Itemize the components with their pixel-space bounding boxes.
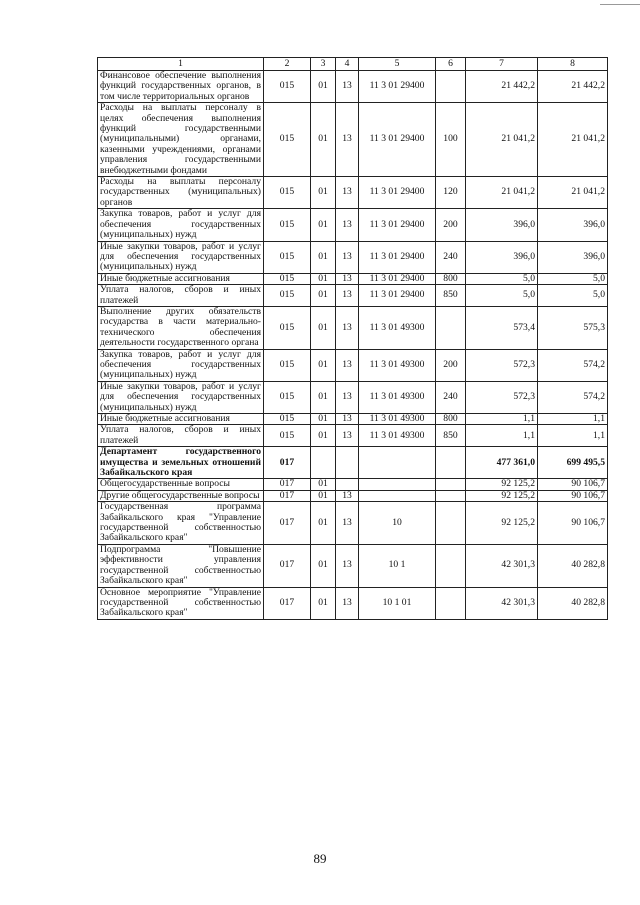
table-row (98, 177, 608, 209)
target-article-cell: 11 3 01 29400 (359, 177, 436, 209)
subsection-code-cell: 13 (336, 177, 359, 209)
section-code-cell: 01 (311, 381, 336, 413)
amount-year1-cell: 5,0 (466, 273, 538, 284)
amount-year1-cell: 92 125,2 (466, 502, 538, 545)
header-cell: 3 (311, 58, 336, 71)
section-code-cell: 01 (311, 479, 336, 490)
table-row (98, 544, 608, 587)
subsection-code-cell: 13 (336, 285, 359, 307)
ministry-code-cell: 017 (264, 587, 311, 619)
row-name-cell: Департамент государственного имущества и земельных отношений Забайкальского края (98, 447, 264, 479)
ministry-code-cell: 017 (264, 544, 311, 587)
subsection-code-cell: 13 (336, 71, 359, 103)
subsection-code-cell: 13 (336, 587, 359, 619)
amount-year1-cell: 92 125,2 (466, 479, 538, 490)
section-code-cell: 01 (311, 177, 336, 209)
target-article-cell (359, 479, 436, 490)
row-name-cell: Общегосударственные вопросы (98, 479, 264, 490)
target-article-cell: 11 3 01 29400 (359, 285, 436, 307)
expense-type-cell (436, 306, 466, 349)
amount-year2-cell: 575,3 (538, 306, 608, 349)
row-name-cell: Иные закупки товаров, работ и услуг для обеспечения государственных (муниципальных) нужд (98, 381, 264, 413)
row-name-cell: Уплата налогов, сборов и иных платежей (98, 285, 264, 307)
table-row (98, 241, 608, 273)
amount-year2-cell: 699 495,5 (538, 447, 608, 479)
target-article-cell: 11 3 01 29400 (359, 241, 436, 273)
section-code-cell: 01 (311, 544, 336, 587)
expense-type-cell: 240 (436, 241, 466, 273)
row-name-cell: Иные бюджетные ассигнования (98, 273, 264, 284)
row-name-cell: Уплата налогов, сборов и иных платежей (98, 425, 264, 447)
subsection-code-cell: 13 (336, 490, 359, 501)
amount-year2-cell: 21 041,2 (538, 103, 608, 177)
amount-year1-cell: 21 442,2 (466, 71, 538, 103)
header-cell: 1 (98, 58, 264, 71)
target-article-cell: 11 3 01 49300 (359, 425, 436, 447)
amount-year1-cell: 42 301,3 (466, 587, 538, 619)
header-cell: 8 (538, 58, 608, 71)
amount-year1-cell: 42 301,3 (466, 544, 538, 587)
table-row (98, 71, 608, 103)
ministry-code-cell: 015 (264, 381, 311, 413)
section-code-cell: 01 (311, 490, 336, 501)
header-cell: 6 (436, 58, 466, 71)
amount-year2-cell: 5,0 (538, 285, 608, 307)
section-code-cell: 01 (311, 414, 336, 425)
table-row (98, 285, 608, 307)
row-name-cell: Расходы на выплаты персоналу государственных (муниципальных) органов (98, 177, 264, 209)
target-article-cell: 10 1 (359, 544, 436, 587)
expense-type-cell (436, 479, 466, 490)
row-name-cell: Закупка товаров, работ и услуг для обеспечения государственных (муниципальных) нужд (98, 209, 264, 241)
expense-type-cell (436, 587, 466, 619)
amount-year2-cell: 21 041,2 (538, 177, 608, 209)
section-code-cell: 01 (311, 306, 336, 349)
amount-year1-cell: 477 361,0 (466, 447, 538, 479)
row-name-cell: Выполнение других обязательств государства в части материально-технического обеспечения деятельности государственного органа (98, 306, 264, 349)
amount-year1-cell: 5,0 (466, 285, 538, 307)
section-code-cell: 01 (311, 71, 336, 103)
amount-year1-cell: 21 041,2 (466, 177, 538, 209)
subsection-code-cell: 13 (336, 502, 359, 545)
target-article-cell: 10 (359, 502, 436, 545)
row-name-cell: Другие общегосударственные вопросы (98, 490, 264, 501)
table-row (98, 447, 608, 479)
row-name-cell: Основное мероприятие "Управление государственной собственностью Забайкальского края" (98, 587, 264, 619)
subsection-code-cell: 13 (336, 306, 359, 349)
ministry-code-cell: 015 (264, 414, 311, 425)
amount-year2-cell: 1,1 (538, 414, 608, 425)
target-article-cell: 11 3 01 49300 (359, 414, 436, 425)
section-code-cell (311, 447, 336, 479)
subsection-code-cell (336, 479, 359, 490)
amount-year2-cell: 21 442,2 (538, 71, 608, 103)
amount-year2-cell: 40 282,8 (538, 587, 608, 619)
expense-type-cell: 800 (436, 273, 466, 284)
expense-type-cell (436, 490, 466, 501)
amount-year1-cell: 92 125,2 (466, 490, 538, 501)
target-article-cell: 10 1 01 (359, 587, 436, 619)
table-row (98, 209, 608, 241)
amount-year2-cell: 90 106,7 (538, 490, 608, 501)
budget-table (97, 57, 608, 620)
section-code-cell: 01 (311, 349, 336, 381)
expense-type-cell: 850 (436, 285, 466, 307)
amount-year2-cell: 90 106,7 (538, 502, 608, 545)
expense-type-cell: 800 (436, 414, 466, 425)
amount-year2-cell: 574,2 (538, 349, 608, 381)
target-article-cell: 11 3 01 29400 (359, 273, 436, 284)
section-code-cell: 01 (311, 425, 336, 447)
table-row (98, 587, 608, 619)
table-row (98, 381, 608, 413)
amount-year1-cell: 572,3 (466, 381, 538, 413)
expense-type-cell: 240 (436, 381, 466, 413)
subsection-code-cell: 13 (336, 414, 359, 425)
expense-type-cell (436, 544, 466, 587)
table-row (98, 425, 608, 447)
amount-year2-cell: 90 106,7 (538, 479, 608, 490)
amount-year2-cell: 1,1 (538, 425, 608, 447)
section-code-cell: 01 (311, 273, 336, 284)
row-name-cell: Подпрограмма "Повышение эффективности управления государственной собственностью Забайкальского края" (98, 544, 264, 587)
ministry-code-cell: 015 (264, 103, 311, 177)
ministry-code-cell: 015 (264, 273, 311, 284)
header-cell: 5 (359, 58, 436, 71)
section-code-cell: 01 (311, 502, 336, 545)
ministry-code-cell: 015 (264, 285, 311, 307)
table-row (98, 349, 608, 381)
target-article-cell: 11 3 01 49300 (359, 306, 436, 349)
amount-year1-cell: 1,1 (466, 425, 538, 447)
amount-year2-cell: 396,0 (538, 209, 608, 241)
ministry-code-cell: 015 (264, 177, 311, 209)
row-name-cell: Иные закупки товаров, работ и услуг для обеспечения государственных (муниципальных) нужд (98, 241, 264, 273)
ministry-code-cell: 017 (264, 502, 311, 545)
section-code-cell: 01 (311, 103, 336, 177)
table-body (98, 71, 608, 620)
subsection-code-cell: 13 (336, 425, 359, 447)
section-code-cell: 01 (311, 587, 336, 619)
table-row (98, 502, 608, 545)
expense-type-cell: 100 (436, 103, 466, 177)
header-cell: 2 (264, 58, 311, 71)
top-rule (600, 4, 640, 5)
row-name-cell: Расходы на выплаты персоналу в целях обеспечения выполнения функций государственными (муниципальными) органами, казенными учреждениями, органами управления государственными внебюджетными фондами (98, 103, 264, 177)
row-name-cell: Иные бюджетные ассигнования (98, 414, 264, 425)
table-row (98, 414, 608, 425)
subsection-code-cell: 13 (336, 381, 359, 413)
table-row (98, 306, 608, 349)
target-article-cell (359, 447, 436, 479)
expense-type-cell: 850 (436, 425, 466, 447)
subsection-code-cell: 13 (336, 241, 359, 273)
expense-type-cell: 200 (436, 209, 466, 241)
expense-type-cell (436, 71, 466, 103)
subsection-code-cell: 13 (336, 209, 359, 241)
subsection-code-cell: 13 (336, 349, 359, 381)
ministry-code-cell: 015 (264, 241, 311, 273)
subsection-code-cell: 13 (336, 544, 359, 587)
ministry-code-cell: 017 (264, 479, 311, 490)
expense-type-cell (436, 502, 466, 545)
expense-type-cell: 200 (436, 349, 466, 381)
amount-year1-cell: 572,3 (466, 349, 538, 381)
ministry-code-cell: 017 (264, 447, 311, 479)
amount-year2-cell: 396,0 (538, 241, 608, 273)
amount-year1-cell: 396,0 (466, 241, 538, 273)
section-code-cell: 01 (311, 241, 336, 273)
ministry-code-cell: 017 (264, 490, 311, 501)
target-article-cell: 11 3 01 49300 (359, 349, 436, 381)
subsection-code-cell (336, 447, 359, 479)
ministry-code-cell: 015 (264, 349, 311, 381)
row-name-cell: Финансовое обеспечение выполнения функций государственных органов, в том числе территориальных органов (98, 71, 264, 103)
section-code-cell: 01 (311, 209, 336, 241)
target-article-cell: 11 3 01 29400 (359, 71, 436, 103)
row-name-cell: Государственная программа Забайкальского края "Управление государственной собственностью Забайкальского края" (98, 502, 264, 545)
amount-year1-cell: 1,1 (466, 414, 538, 425)
expense-type-cell: 120 (436, 177, 466, 209)
amount-year2-cell: 5,0 (538, 273, 608, 284)
ministry-code-cell: 015 (264, 209, 311, 241)
row-name-cell: Закупка товаров, работ и услуг для обеспечения государственных (муниципальных) нужд (98, 349, 264, 381)
target-article-cell: 11 3 01 29400 (359, 209, 436, 241)
ministry-code-cell: 015 (264, 71, 311, 103)
expense-type-cell (436, 447, 466, 479)
amount-year2-cell: 40 282,8 (538, 544, 608, 587)
target-article-cell: 11 3 01 49300 (359, 381, 436, 413)
page-number: 89 (313, 851, 327, 866)
subsection-code-cell: 13 (336, 103, 359, 177)
header-cell: 4 (336, 58, 359, 71)
amount-year1-cell: 396,0 (466, 209, 538, 241)
ministry-code-cell: 015 (264, 425, 311, 447)
table-row (98, 273, 608, 284)
target-article-cell (359, 490, 436, 501)
header-row (98, 58, 608, 71)
ministry-code-cell: 015 (264, 306, 311, 349)
subsection-code-cell: 13 (336, 273, 359, 284)
amount-year1-cell: 573,4 (466, 306, 538, 349)
table-row (98, 490, 608, 501)
table-row (98, 103, 608, 177)
amount-year1-cell: 21 041,2 (466, 103, 538, 177)
header-cell: 7 (466, 58, 538, 71)
table-row (98, 479, 608, 490)
amount-year2-cell: 574,2 (538, 381, 608, 413)
section-code-cell: 01 (311, 285, 336, 307)
target-article-cell: 11 3 01 29400 (359, 103, 436, 177)
